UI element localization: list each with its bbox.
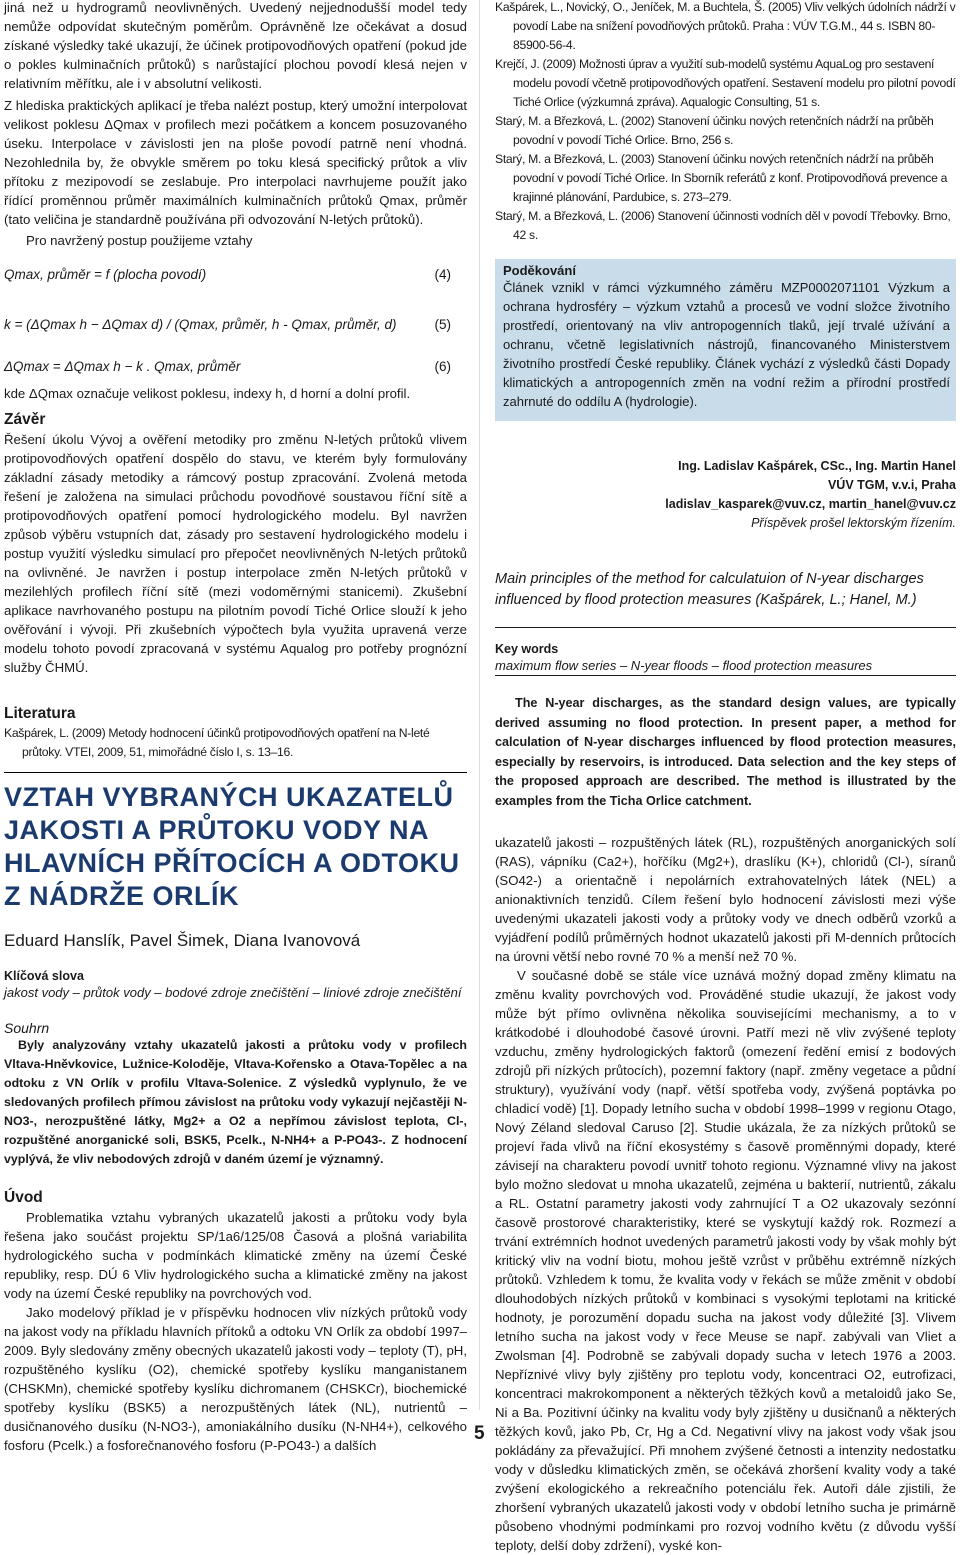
acknowledgement-text: Článek vznikl v rámci výzkumného záměru MZP0002071101 Výzkum a ochrana hydrosféry – výzkum vztahů a procesů ve vodní složce životního prostředí, orientovaný na vliv antropogenních tlaků, její trvalé užívání a ochranu, včetně legislativních nástrojů, financovaného Ministerstvem životního prostředí České republiky. Článek vychází z výsledků části Dopady klimatických a antropogenních změn na vodní režim a přírodní prostředí zahrnuté do oddílu A (hydrologie). bbox=[503, 280, 950, 409]
page-number: 5 bbox=[474, 1423, 485, 1444]
reference-list-right bbox=[495, 0, 956, 245]
summary-text: Byly analyzovány vztahy ukazatelů jakosti a průtoku vody v profilech Vltava-Hněvkovice, Lužnice-Koloděje, Vltava-Kořensko a Otava-Topělec a na odtoku z VN Orlík v profilu Vltava-Solenice. Z výsledků vyplynulo, že ve sledovaných profilech přímou závislost na průtoku vody vykazují nejčastěji N-NO3-, nerozpuštěné látky, Mg2+ a O2 a nepřímou závislost teplota, Cl-, rozpuštěné anorganické soli, BSK5, Pcelk., N-NH4+ a P-PO43-. Z hodnocení vyplývá, že vliv nebodových zdrojů v daném území je významný. bbox=[4, 1038, 467, 1166]
paragraph-body-2: V současné době se stále více uznává možný dopad změny klimatu na změnu kvality povrchových vod. Prováděné studie ukazují, že jakost vody může být přímo ovlivněna několika souvisejícími mechanismy, a to v krátkodobé i dlouhodobé časové úrovni. Patří mezi ně vliv zvýšené teploty vzduchu, změny hydrologických faktorů (omezení ředění emisí z bodových zdrojů při nízkých průtocích), pozemní faktory (např. změny vegetace a půdní struktury), využívání vody (např. větší spotřeba vody, zvýšená poptávka po chladicí vodě) [1]. Dopady letního sucha v období 1998–1999 v regionu Otago, Nový Zéland sledoval Caruso [2]. Studie ukázala, že za nízkých průtoků se projeví řada vlivů na říční ekosystémy s časově proměnnými dopady, které závisejí na charakteru povodí uvnitř tohoto regionu. Významné vlivy na jakost bylo možno sledovat u mnoha ukazatelů, zejména u bakterií, nutrientů, zákalu a RL. Ostatní parametry jakosti vody zahrnující T a O2 ukazovaly sezónní časově prostorové charakteristiky, které se vyskytují každý rok. Rozmezí a trvání extrémních hodnot uvedených parametrů jakosti vody by však mohly být kritický vliv na vodní biotu, mohou ještě vzrůst v průběhu extrémně nízkých průtoků. Vzhledem k tomu, že kvalita vody v řekách se může změnit v období dlouhodobých nízkých průtoků v kombinaci s vysokými teplotami na kritické hodnoty, je porozumění dopadu sucha na jakost vody důležité [3]. Vlivem letního sucha na jakost vody v řece Meuse se např. zabývali van Vliet a Zwolsman [4]. Podrobně se zabývali dopady sucha v letech 1976 a 2003. Nepříznivé vlivy byly zjištěny pro teplotu vody, koncentraci O2, eutrofizaci, koncentraci makrokomponent a některých těžkých kovů a metaloidů jako Se, Ni a Ba. Pozitivní účinky na kvalitu vody byly zjištěny u dusičnanů a některých těžkých kovů, jako Pb, Cr, Hg a Cd. Negativní vlivy na jakost vody však jsou pokládány za převažující. Při mnohem zvýšené četnosti a intenzity nedostatku vody v důsledku klimatických změn, se očekává zhoršení kvality vody a také zvýšení ekologického a rekreačního potenciálu řek. Autoři dále zjistili, že zhoršení vybraných ukazatelů jakosti vody v období letního sucha je primárně působeno vhodnými podmínkami pro rozvoj vodního květu (z důvodu vyšší teploty, delší doby zdržení), vyské kon- bbox=[495, 968, 956, 1553]
paragraph-interpolation: Z hlediska praktických aplikací je třeba nalézt postup, který umožní interpolovat velikost poklesu ΔQmax v profilech mezi počátkem a koncem posuzovaného úseku. Interpolace v závislosti jen na ploše povodí patrně není vhodná. Nezohlednila by, že obvykle směrem po toku klesá specifický průtok a vliv přítoku z mezipovodí se zeslabuje. Pro interpolaci navrhujeme použít jako řídící proměnnou průměr maximálních kulminačních průtoků Qmax, průměr (tato veličina je standardně používána při odvozování N-letých průtoků). bbox=[4, 98, 467, 227]
paragraph-where: kde ΔQmax označuje velikost poklesu, indexy h, d horní a dolní profil. bbox=[4, 386, 411, 401]
english-keywords-heading: Key words bbox=[495, 642, 559, 656]
equation-6-body: ΔQmax = ΔQmax h − k . Qmax, průměr bbox=[4, 359, 241, 374]
article-separator bbox=[4, 772, 467, 773]
divider-top bbox=[495, 627, 956, 628]
reference-item: Starý, M. a Březková, L. (2006) Stanovení účinnosti vodních děl v povodí Třebovky. Brno, 42 s. bbox=[495, 209, 951, 242]
signature-institution: VÚV TGM, v.v.i, Praha bbox=[827, 478, 956, 492]
column-divider bbox=[479, 0, 480, 1410]
reference-item: Krejčí, J. (2009) Možnosti úprav a využití sub-modelů systému AquaLog pro sestavení modelu povodí včetně protipovodňových opatření. Sestavení modelu pro pilotní povodí Tiché Orlice (výzkumná zpráva). Aqualogic Consulting, 51 s. bbox=[495, 57, 956, 109]
paragraph-zaver: Řešení úkolu Vývoj a ověření metodiky pro změnu N-letých průtoků vlivem protipovodňových opatření dospělo do stavu, ve kterém byly formulovány základní zásady metodiky a rámcový postup zpracování. Zvolená metoda řešení je založena na simulaci průchodu povodňové soustavou říční sítě a protipovodňových opatření pomocí hydrologického modelu. Byl navržen způsob výběru vstupních dat, zásady pro sestavení hydrologického modelu i postup využití výsledku simulací pro přepočet neovlivněných N-letých průtoků na ovlivněné. Je navržen i postup interpolace změn N-letých průtoků v mezilehlých profilech říční sítě (mezi vodoměrnými stanicemi). Zkušební aplikace navrhovaného postupu na pilotním povodí Tiché Orlice slouží k jeho ověřování i vývoji. Při zkušebních výpočtech byla využita upravená verze modelu tohoto povodí zpracovaná v systému Aqualog pro potřeby prognózní služby ČHMÚ. bbox=[4, 432, 467, 675]
equation-4 bbox=[4, 264, 467, 306]
equation-5-number: (5) bbox=[434, 317, 451, 332]
reference-item: Starý, M. a Březková, L. (2002) Stanovení účinku nových retenčních nádrží na průběh povodní v povodí Tiché Orlice. Brno, 256 s. bbox=[495, 114, 934, 147]
keywords-list: jakost vody – průtok vody – bodové zdroje znečištění – liniové zdroje znečištění bbox=[4, 985, 462, 1000]
reference-list-left bbox=[4, 724, 467, 762]
review-note: Příspěvek prošel lektorským řízením. bbox=[751, 516, 956, 530]
signature-names: Ing. Ladislav Kašpárek, CSc., Ing. Martin Hanel bbox=[678, 459, 956, 473]
article-title: VZTAH VYBRANÝCH UKAZATELŮ JAKOSTI A PRŮTOKU VODY NA HLAVNÍCH PŘÍTOCÍCH A ODTOKU Z NÁDRŽE ORLÍK bbox=[4, 782, 460, 911]
english-abstract: The N-year discharges, as the standard design values, are typically derived assuming no flood protection. In present paper, a method for calculation of N-year discharges influenced by flood protection measures, especially by reservoirs, is introduced. Data selection and the key steps of the proposed approach are described. The method is illustrated by the examples from the Ticha Orlice catchment. bbox=[495, 696, 956, 808]
paragraph-equations-intro: Pro navržený postup použijeme vztahy bbox=[26, 233, 253, 248]
acknowledgement-box bbox=[495, 259, 956, 421]
paragraph-continued: jiná než u hydrogramů neovlivněných. Uvedený nejjednodušší model tedy nemůže odpovídat skutečným poměrům. Oprávněně lze očekávat a dosud získané výsledky také ukazují, že účinek protipovodňových opatření (pokud jde o pokles kulminačních průtoků) s narůstající plochou povodí klesá nejen v relativním měřítku, ale i v absolutní velikosti. bbox=[4, 0, 467, 91]
heading-uvod: Úvod bbox=[4, 1189, 43, 1206]
keywords-heading: Klíčová slova bbox=[4, 969, 84, 983]
divider-bottom bbox=[495, 675, 956, 676]
author-signature bbox=[495, 457, 956, 533]
paragraph-uvod-2: Jako modelový příklad je v příspěvku hodnocen vliv nízkých průtoků vody na jakost vody na příkladu hlavních přítoků a odtoku VN Orlík za období 1997–2009. Byly sledovány změny obecných ukazatelů jakosti vody – teploty (T), pH, rozpuštěného kyslíku (O2), chemické spotřeby kyslíku manganistanem (CHSKMn), chemické spotřeby kyslíku dichromanem (CHSKCr), biochemické spotřeby kyslíku (BSK5) a nerozpuštěných látek (NL), nutrientů – dusičnanového dusíku (N-NO3-), amoniakálního dusíku (N-NH4+), celkového fosforu (Pcelk.) a fosforečnanového fosforu (P-PO43-) a dalších bbox=[4, 1305, 467, 1453]
english-keywords: maximum flow series – N-year floods – flood protection measures bbox=[495, 658, 873, 673]
equation-5 bbox=[4, 314, 467, 356]
reference-item: Starý, M. a Březková, L. (2003) Stanovení účinku nových retenčních nádrží na průběh povodní v povodí Tiché Orlice. In Sborník referátů z konf. Protipovodňová prevence a krajinné plánování, Pardubice, s. 273–279. bbox=[495, 152, 948, 204]
heading-literatura: Literatura bbox=[4, 705, 76, 722]
paragraph-body-1: ukazatelů jakosti – rozpuštěných látek (RL), rozpuštěných anorganických solí (RAS), vápníku (Ca2+), hořčíku (Mg2+), draslíku (K+), chloridů (Cl-), síranů (SO42-) a orientačně i nepolárních extrahovatelných látek (NEL) a anionaktivních tenzidů. Cílem řešení bylo hodnocení závislosti mezi výše uvedenými ukazateli jakosti vody a průtoky vody ve dnech odběrů vzorků a vyjádření podílů průměrných hodnot ukazatelů jakosti při M-denních průtocích na úrovni větší nebo rovné 70 % a menší než 70 %. bbox=[495, 835, 956, 964]
equation-6-number: (6) bbox=[434, 359, 451, 374]
paragraph-uvod-1: Problematika vztahu vybraných ukazatelů jakosti a průtoku vody byla řešena jako součást projektu SP/1a6/125/08 Časová a plošná variabilita hydrologického sucha v podmínkách klimatické změny na území České republiky, resp. DÚ 6 Vliv hydrologického sucha a klimatické změny na jakost vody na území České republiky na povrchových vod. bbox=[4, 1210, 467, 1301]
article-authors: Eduard Hanslík, Pavel Šimek, Diana Ivanovová bbox=[4, 931, 361, 950]
acknowledgement-heading: Poděkování bbox=[503, 263, 576, 278]
equation-4-number: (4) bbox=[434, 267, 451, 282]
reference-item: Kašpárek, L. (2009) Metody hodnocení účinků protipovodňových opatření na N-leté průtoky. VTEI, 2009, 51, mimořádné číslo I, s. 13–16. bbox=[4, 726, 430, 759]
signature-emails: ladislav_kasparek@vuv.cz, martin_hanel@vuv.cz bbox=[665, 497, 956, 511]
equation-6 bbox=[4, 356, 467, 398]
right-column bbox=[495, 0, 956, 1555]
left-column bbox=[4, 0, 467, 1455]
equation-5-body: k = (ΔQmax h − ΔQmax d) / (Qmax, průměr, h - Qmax, průměr, d) bbox=[4, 317, 397, 332]
heading-zaver: Závěr bbox=[4, 411, 46, 428]
summary-heading: Souhrn bbox=[4, 1020, 50, 1036]
english-title: Main principles of the method for calculatuion of N-year discharges influenced by flood protection measures (Kašpárek, L.; Hanel, M.) bbox=[495, 571, 924, 608]
reference-item: Kašpárek, L., Novický, O., Jeníček, M. a Buchtela, Š. (2005) Vliv velkých údolních nádrží v povodí Labe na snížení povodňových průtoků. Praha : VÚV T.G.M., 44 s. ISBN 80-85900-56-4. bbox=[495, 0, 956, 52]
equation-4-body: Qmax, průměr = f (plocha povodí) bbox=[4, 267, 207, 282]
